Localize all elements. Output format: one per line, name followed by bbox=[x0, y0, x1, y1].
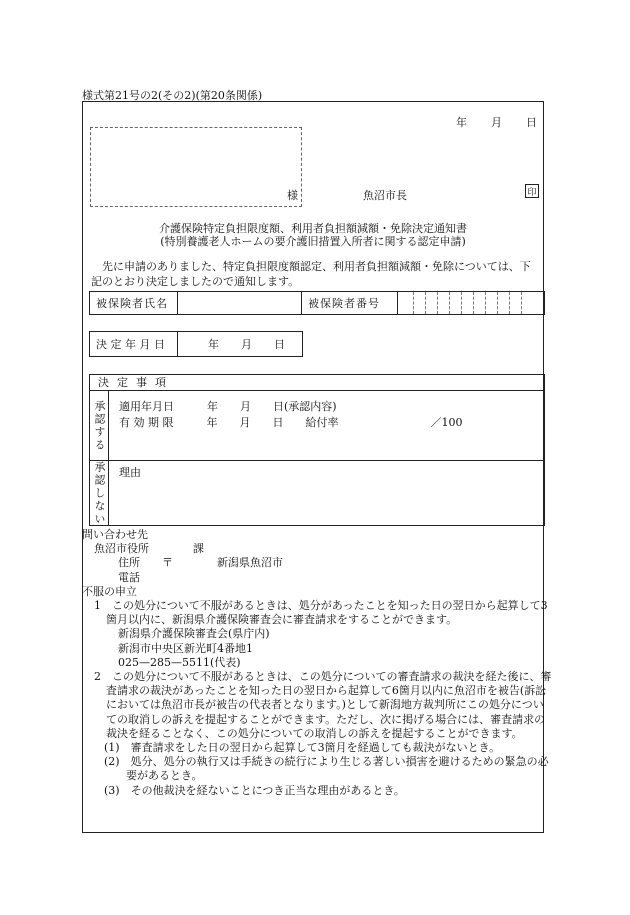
appeal-heading: 不服の申立 bbox=[82, 584, 137, 598]
insured-name-label: 被保険者氏名 bbox=[90, 292, 178, 314]
appeal-item-1: 1 この処分について不服があるときは、処分があったことを知った日の翌日から起算して3箇月以内に、新潟県介護保険審査会に審査請求をすることができます。 bbox=[94, 599, 548, 627]
contact-heading: 問い合わせ先 bbox=[82, 528, 148, 541]
approved-label: 承認する bbox=[90, 391, 109, 460]
contact-address: 住所 〒 新潟県魚沼市 bbox=[118, 556, 283, 570]
approved-line-2 bbox=[119, 415, 463, 431]
decision-date-label: 決 定 年 月 日 bbox=[90, 332, 178, 356]
insured-name-field[interactable] bbox=[178, 292, 302, 314]
insured-info-row bbox=[89, 291, 545, 315]
appeal-subitem-2: (2) 処分、処分の執行又は手続きの続行により生じる著しい損害を避けるための緊急の必要があるとき。 bbox=[104, 755, 549, 783]
reason-label: 理由 bbox=[119, 466, 141, 479]
issuer-name: 魚沼市長 bbox=[363, 189, 407, 202]
approved-section bbox=[90, 391, 544, 461]
approved-period: 有 効 期 限 年 月 日 給付率 bbox=[119, 416, 339, 429]
insured-number-label: 被保険者番号 bbox=[302, 292, 398, 314]
notes-section bbox=[82, 528, 552, 798]
decision-table bbox=[89, 374, 545, 526]
approved-line-1: 適用年月日 年 月 日(承認内容) bbox=[119, 400, 337, 413]
date-year: 年 bbox=[456, 116, 467, 129]
not-approved-section bbox=[90, 461, 544, 526]
decision-date-row bbox=[89, 331, 303, 357]
contact-office: 魚沼市役所 課 bbox=[94, 542, 204, 556]
benefit-rate: ／100 bbox=[430, 416, 463, 429]
seal-mark: 印 bbox=[525, 184, 539, 198]
appeal-item-2: 2 この処分について不服があるときは、この処分についての審査請求の裁決を経た後に、審査請求の裁決があったことを知った日の翌日から起算して6箇月以内に魚沼市を被告(訴訟においては魚沼市長が被告の代表者となります。)として新潟地方裁判所にこの処分についての取消しの訴えを提起することができます。ただし、次に掲げる場合には、審査請求の裁決を経ることなく、この処分についての取消しの訴えを提起することができます。 bbox=[94, 670, 552, 740]
date-month: 月 bbox=[491, 116, 502, 129]
number-digit-boxes bbox=[402, 292, 522, 314]
form-id: 様式第21号の2(その2)(第20条関係) bbox=[82, 89, 263, 102]
date-day: 日 bbox=[526, 116, 537, 129]
not-approved-label: 承認しない bbox=[90, 461, 109, 526]
date-line bbox=[456, 114, 537, 130]
document-subtitle: (特別養護老人ホームの要介護旧措置入所者に関する認定申請) bbox=[160, 235, 466, 248]
approved-content[interactable] bbox=[109, 391, 473, 460]
addressee-suffix: 様 bbox=[287, 189, 298, 202]
decision-header: 決定事項 bbox=[90, 375, 544, 391]
appeal-subitem-1: (1) 審査請求をした日の翌日から起算して3箇月を経過しても裁決がないとき。 bbox=[104, 741, 501, 755]
decision-date-value[interactable]: 年 月 日 bbox=[208, 338, 285, 351]
appeal-subitem-3: (3) その他裁決を経ないことにつき正当な理由があるとき。 bbox=[104, 783, 405, 797]
appeal-org-address: 新潟市中央区新光町4番地1 bbox=[118, 641, 253, 655]
address-box[interactable] bbox=[90, 127, 302, 207]
contact-phone: 電話 bbox=[118, 570, 140, 584]
appeal-org: 新潟県介護保険審査会(県庁内) bbox=[118, 627, 270, 641]
insured-number-field[interactable] bbox=[398, 292, 544, 314]
document-title: 介護保険特定負担限度額、利用者負担額減額・免除決定通知書 bbox=[159, 222, 467, 235]
not-approved-content[interactable] bbox=[109, 461, 151, 526]
intro-text: 先に申請のありました、特定負担限度額認定、利用者負担額減額・免除については、下記のとおり決定しましたので通知します。 bbox=[91, 260, 531, 288]
appeal-org-phone: 025—285—5511(代表) bbox=[118, 655, 241, 669]
